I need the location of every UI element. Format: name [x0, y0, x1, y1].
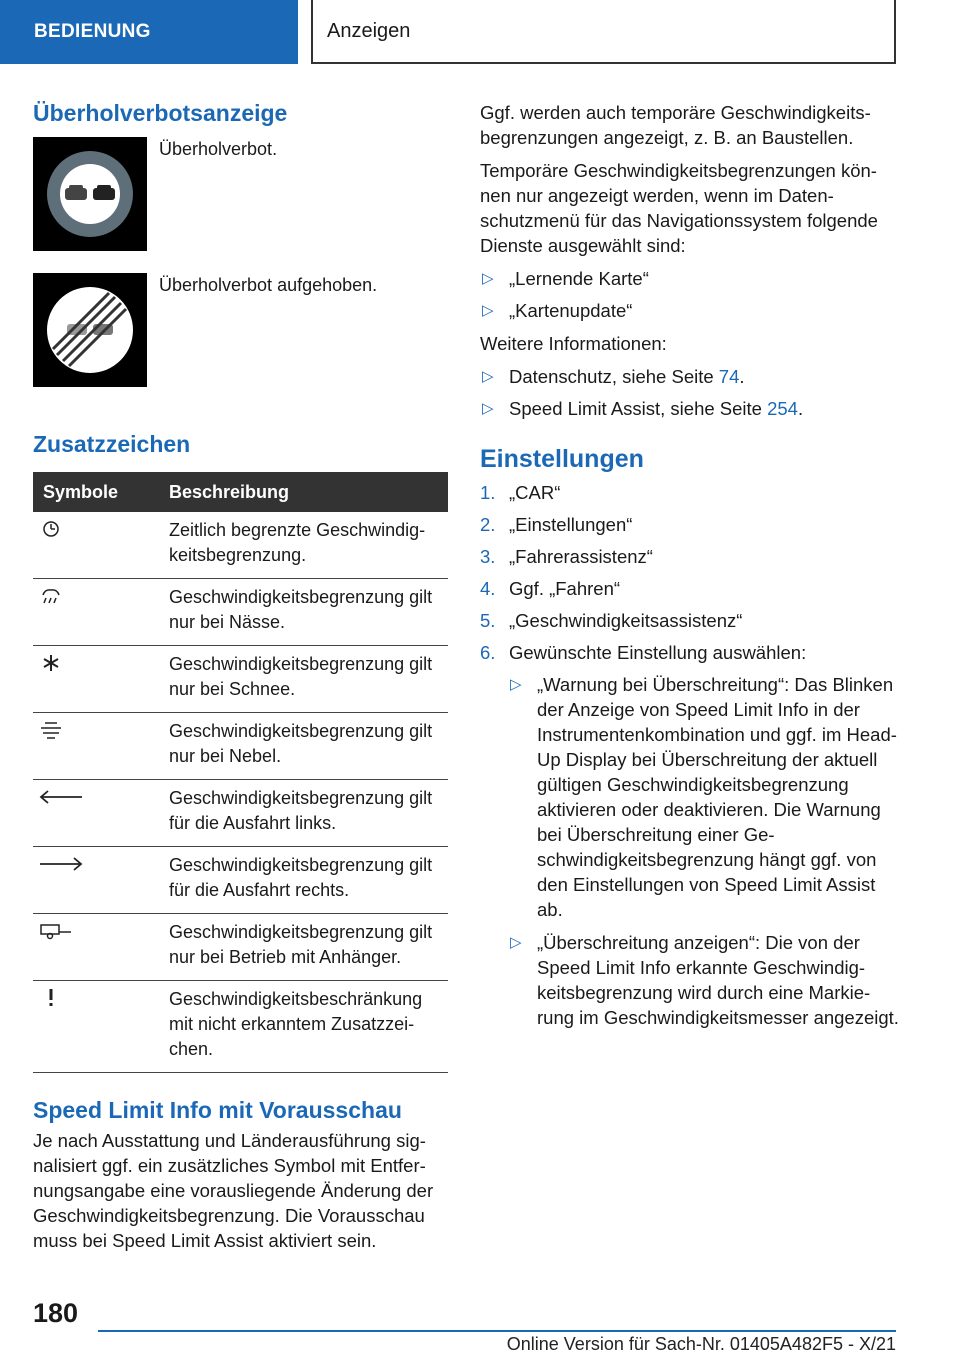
- chapter-label: Anzeigen: [327, 19, 411, 42]
- sign-row-overtake-end: [33, 273, 448, 431]
- table-row: [33, 914, 448, 981]
- list-item: ▷ Datenschutz, siehe Seite 74.: [482, 366, 745, 387]
- table-row: [33, 847, 448, 914]
- row-description: Geschwindigkeitsbegrenzung gilt für die Ausfahrt links.: [159, 780, 448, 847]
- col-header-description: Beschreibung: [159, 472, 448, 512]
- sign1-text: Überholverbot.: [159, 139, 278, 159]
- list-item: 6. Gewünschte Einstellung auswählen:: [480, 642, 807, 663]
- footer-divider: [98, 1330, 896, 1332]
- page-number: 180: [33, 1298, 79, 1328]
- sign-row-overtake: [33, 137, 448, 273]
- row-description: Geschwindigkeitsbeschränkung mit nicht erkanntem Zusatzzeichen.: [159, 981, 448, 1073]
- preview-title: Speed Limit Info mit Vorausschau: [33, 1097, 402, 1123]
- table-row: [33, 512, 448, 579]
- chapter-tab: [311, 0, 896, 64]
- no-overtaking-sign-icon: [33, 137, 147, 251]
- list-item: ▷ „Lernende Karte“: [482, 268, 649, 289]
- triangle-bullet-icon: ▷: [510, 934, 522, 951]
- links-list: [480, 364, 900, 421]
- services-list: [480, 266, 900, 323]
- row-description: Geschwindigkeitsbegrenzung gilt für die Ausfahrt rechts.: [159, 847, 448, 914]
- list-item: 4. Ggf. „Fahren“: [480, 578, 621, 599]
- row-description: Geschwindigkeitsbegrenzung gilt nur bei Nebel.: [159, 713, 448, 780]
- table-header-row: [33, 472, 448, 512]
- snowflake-icon: [39, 654, 63, 672]
- table-row: [33, 646, 448, 713]
- list-item: 1. „CAR“: [480, 482, 561, 503]
- row-description: Zeitlich begrenzte Geschwindigkeitsbegrenzung.: [159, 512, 448, 579]
- page-link-254[interactable]: 254: [767, 398, 798, 419]
- col-header-symbols: Symbole: [33, 472, 159, 512]
- list-item: ▷ „Kartenupdate“: [482, 300, 633, 321]
- temp-limits-conditions: Temporäre Geschwindigkeitsbegrenzungen können nur angezeigt werden, wenn im Datenschutzmenü für das Navigationssystem folgende Dienste ausgewählt sind:: [480, 160, 878, 256]
- list-item: ▷ Speed Limit Assist, siehe Seite 254.: [482, 398, 804, 419]
- arrow-left-icon: [39, 788, 83, 806]
- clock-icon: [39, 520, 63, 538]
- settings-options: [508, 672, 900, 1030]
- table-row: [33, 713, 448, 780]
- arrow-right-icon: [39, 855, 83, 873]
- fog-icon: [39, 721, 63, 739]
- triangle-bullet-icon: ▷: [482, 368, 494, 385]
- row-description: Geschwindigkeitsbegrenzung gilt nur bei Betrieb mit Anhänger.: [159, 914, 448, 981]
- list-item: 3. „Fahrerassistenz“: [480, 546, 653, 567]
- list-item: 5. „Geschwindigkeitsassistenz“: [480, 610, 743, 631]
- temp-limits-text: Ggf. werden auch temporäre Geschwindigkeitsbegrenzungen angezeigt, z. B. an Baustellen.: [480, 102, 871, 148]
- more-info-label: Weitere Informationen:: [480, 333, 667, 354]
- section-tab: [0, 0, 298, 64]
- header-gap: [298, 0, 311, 64]
- exclamation-icon: [39, 989, 63, 1007]
- row-description: Geschwindigkeitsbegrenzung gilt nur bei Schnee.: [159, 646, 448, 713]
- list-item: ▷ „Warnung bei Überschreitung“: Das Blinken der Anzeige von Speed Limit Info in der Instrumentenkombination und ggf. im Head-Up Display bei Überschreitung der aktuell gültigen Geschwindigkeitsbegrenzung aktivieren oder deaktivieren. Die Warnung bei Überschreitung einer Geschwindigkeitsbegrenzung hängt ggf. von den Einstellungen von Speed Limit Assist ab.: [510, 674, 897, 920]
- section-label: BEDIENUNG: [34, 21, 151, 42]
- table-row: [33, 981, 448, 1073]
- triangle-bullet-icon: ▷: [510, 676, 522, 693]
- trailer-icon: [39, 922, 73, 940]
- table-row: [33, 780, 448, 847]
- supplement-title: Zusatzzeichen: [33, 431, 191, 457]
- preview-text: Je nach Ausstattung und Länderausführung signalisiert ggf. ein zusätzliches Symbol mit Entfernungsangabe eine vorausliegende Änderung der Geschwindigkeitsbegrenzung. Die Vorausschau muss bei Speed Limit Assist aktiviert sein.: [33, 1130, 434, 1251]
- supplement-table: [33, 472, 448, 1073]
- triangle-bullet-icon: ▷: [482, 302, 494, 319]
- settings-steps: [480, 480, 900, 665]
- triangle-bullet-icon: ▷: [482, 400, 494, 417]
- sign2-text: Überholverbot aufgehoben.: [159, 275, 378, 295]
- list-item: ▷ „Überschreitung anzeigen“: Die von der Speed Limit Info erkannte Geschwindigkeitsbegrenzung wird durch eine Markierung im Geschwindigkeitsmesser angezeigt.: [510, 932, 899, 1028]
- row-description: Geschwindigkeitsbegrenzung gilt nur bei Nässe.: [159, 579, 448, 646]
- settings-title: Einstellungen: [480, 445, 644, 473]
- triangle-bullet-icon: ▷: [482, 270, 494, 287]
- footer-online-version: Online Version für Sach-Nr. 01405A482F5 - X/21: [506, 1334, 896, 1354]
- page-link-74[interactable]: 74: [718, 366, 740, 387]
- table-row: [33, 579, 448, 646]
- left-column: [33, 100, 448, 1253]
- overtake-title: Überholverbotsanzeige: [33, 100, 288, 126]
- rain-icon: [39, 587, 63, 605]
- right-column: [480, 100, 900, 1030]
- end-no-overtaking-sign-icon: [33, 273, 147, 387]
- list-item: 2. „Einstellungen“: [480, 514, 633, 535]
